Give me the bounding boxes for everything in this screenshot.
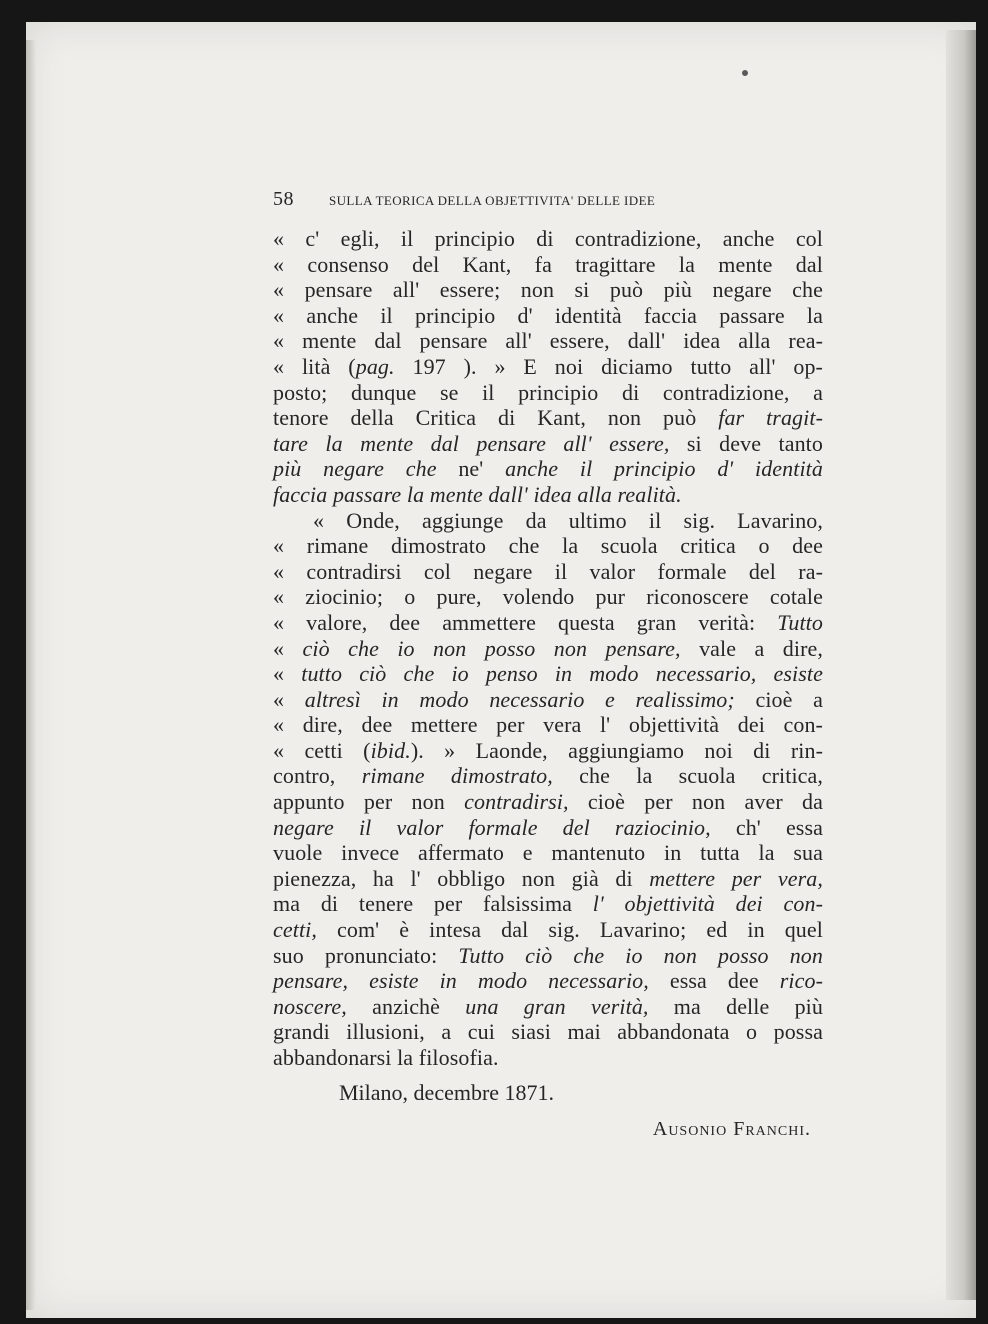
text-line <box>273 994 823 1020</box>
text-segment: « lità ( <box>273 353 356 379</box>
text-segment: ma di tenere per falsissima <box>273 891 593 917</box>
text-segment: essa dee <box>648 968 780 994</box>
running-head: SULLA TEORICA DELLA OBJETTIVITA' DELLE IDEE <box>329 193 656 208</box>
text-segment: « cetti ( <box>273 737 371 763</box>
text-block <box>273 188 823 1142</box>
text-segment: anzichè <box>346 993 466 1019</box>
italic-segment: mettere per vera, <box>649 865 823 891</box>
text-segment: « rimane dimostrato che la scuola critica o dee <box>273 533 823 559</box>
text-segment: posto; dunque se il principio di contradizione, a <box>273 379 823 405</box>
text-line <box>273 763 823 789</box>
text-line <box>273 380 823 406</box>
text-line <box>273 533 823 559</box>
text-segment: che la scuola critica, <box>552 763 823 789</box>
italic-segment: pensare, esiste in modo necessario, <box>273 968 649 994</box>
text-segment: « dire, dee mettere per vera l' objettività dei con- <box>273 712 823 738</box>
text-segment: cioè per non aver da <box>568 789 823 815</box>
date-line: Milano, decembre 1871. <box>339 1079 555 1105</box>
text-line <box>273 610 823 636</box>
italic-segment: rimane dimostrato, <box>361 763 553 789</box>
page-number: 58 <box>273 188 294 210</box>
italic-segment: pag. <box>355 353 395 379</box>
text-segment: « anche il principio d' identità faccia passare la <box>273 302 823 328</box>
text-segment: ). » Laonde, aggiungiamo noi di rin- <box>410 737 824 763</box>
text-line <box>273 789 823 815</box>
text-line <box>273 431 823 457</box>
text-segment: vale a dire, <box>680 635 823 661</box>
text-line <box>273 559 823 585</box>
italic-segment: negare il valor formale del raziocinio, <box>273 814 711 840</box>
text-segment: « contradirsi col negare il valor formale del ra- <box>273 558 823 584</box>
text-line <box>273 815 823 841</box>
text-line <box>273 482 823 508</box>
text-segment: appunto per non <box>273 789 465 815</box>
text-line <box>273 917 823 943</box>
italic-segment: una gran verità, <box>465 993 649 1019</box>
text-line <box>273 1019 823 1045</box>
text-segment: abbandonarsi la filosofia. <box>273 1045 499 1070</box>
italic-segment: ibid. <box>370 737 411 763</box>
text-line <box>273 968 823 994</box>
text-line <box>273 405 823 431</box>
text-line <box>273 252 823 278</box>
italic-segment: Tutto <box>777 609 823 635</box>
text-segment: « valore, dee ammettere questa gran verità: <box>273 609 778 635</box>
text-segment: com' è intesa dal sig. Lavarino; ed in quel <box>316 917 823 943</box>
text-line <box>273 508 823 534</box>
italic-segment: tare la mente dal pensare all' essere, <box>273 430 670 456</box>
text-segment: contro, <box>273 763 362 789</box>
text-line <box>273 891 823 917</box>
ink-speck <box>742 70 748 76</box>
text-segment: « <box>273 635 303 661</box>
page-edge-left <box>26 40 36 1310</box>
text-segment: ch' essa <box>710 814 823 840</box>
italic-segment: ciò che io non posso non pensare, <box>302 635 681 661</box>
text-line <box>273 584 823 610</box>
text-segment: « mente dal pensare all' essere, dall' idea alla rea- <box>273 328 823 354</box>
text-line <box>273 354 823 380</box>
text-line <box>273 738 823 764</box>
text-segment: cioè a <box>734 686 823 712</box>
text-line <box>273 456 823 482</box>
italic-segment: anche il principio d' identità <box>505 456 823 482</box>
text-line <box>273 636 823 662</box>
text-line <box>273 1045 823 1071</box>
text-segment: « Onde, aggiunge da ultimo il sig. Lavarino, <box>313 507 823 533</box>
author-signature: Ausonio Franchi. <box>652 1117 811 1140</box>
text-line <box>273 226 823 252</box>
text-segment: « <box>273 661 302 687</box>
text-line <box>273 943 823 969</box>
text-segment: ne' <box>436 456 506 482</box>
italic-segment: rico- <box>779 968 823 994</box>
text-line <box>273 840 823 866</box>
italic-segment: contradirsi, <box>464 789 569 815</box>
italic-segment: far tragit- <box>718 405 824 431</box>
text-line <box>273 328 823 354</box>
text-segment: « consenso del Kant, fa tragittare la mente dal <box>273 251 823 277</box>
text-segment: ma delle più <box>648 993 823 1019</box>
italic-segment: cetti, <box>273 917 317 943</box>
text-segment: « ziocinio; o pure, volendo pur riconoscere cotale <box>273 584 823 610</box>
text-segment: « <box>273 686 305 712</box>
text-segment: pienezza, ha l' obbligo non già di <box>273 865 650 891</box>
italic-segment: Tutto ciò che io non posso non <box>458 942 823 968</box>
italic-segment: tutto ciò che io penso in modo necessario, esiste <box>301 661 823 687</box>
text-line <box>273 687 823 713</box>
text-line <box>273 712 823 738</box>
italic-segment: altresì in modo necessario e realissimo; <box>304 686 735 712</box>
page-edge-right <box>946 30 976 1300</box>
text-segment: vuole invece affermato e mantenuto in tutta la sua <box>273 840 823 866</box>
text-line <box>273 866 823 892</box>
text-segment: grandi illusioni, a cui siasi mai abbandonata o possa <box>273 1019 823 1045</box>
text-segment: si deve tanto <box>669 430 823 456</box>
body-text <box>273 226 823 1071</box>
italic-segment: faccia passare la mente dall' idea alla realità. <box>273 481 682 507</box>
text-segment: 197 ). » E noi diciamo tutto all' op- <box>394 353 823 379</box>
text-segment: « pensare all' essere; non si può più negare che <box>273 277 823 303</box>
text-line <box>273 661 823 687</box>
text-segment: tenore della Critica di Kant, non può <box>273 405 719 431</box>
italic-segment: l' objettività dei con- <box>592 891 823 917</box>
italic-segment: noscere, <box>273 993 347 1019</box>
italic-segment: più negare che <box>273 456 437 482</box>
page-header <box>273 188 823 218</box>
text-segment: suo pronunciato: <box>273 942 459 968</box>
text-segment: « c' egli, il principio di contradizione, anche col <box>273 226 823 251</box>
text-line <box>273 303 823 329</box>
text-line <box>273 277 823 303</box>
